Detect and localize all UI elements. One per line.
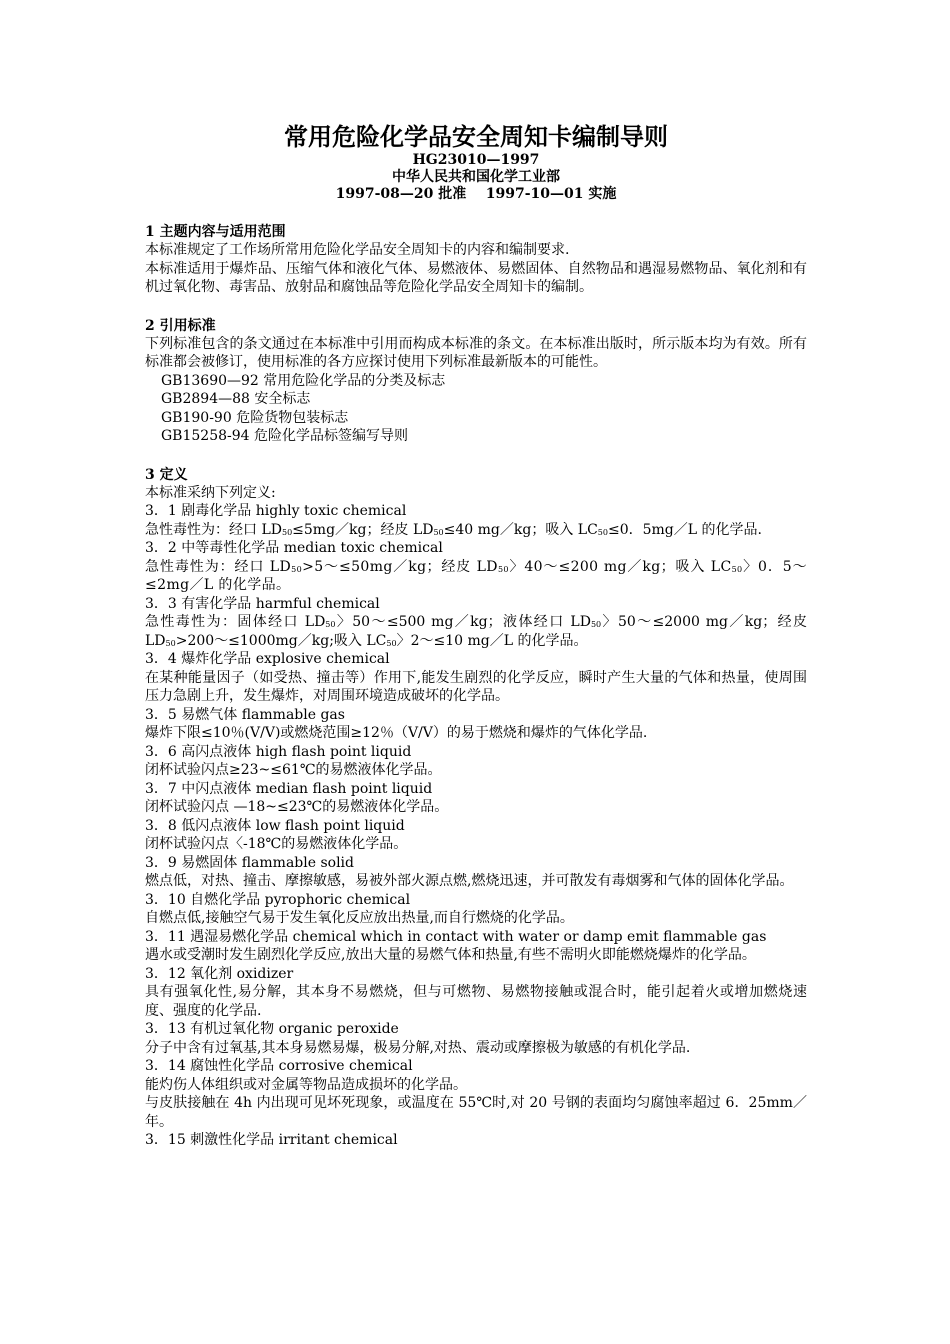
definition-text: 闭杯试验闪点 —18~≤23℃的易燃液体化学品。 (145, 799, 449, 815)
definition-text: 爆炸下限≤10％(V/V)或燃烧范围≥12％（V/V）的易于燃烧和爆炸的气体化学品. (145, 725, 648, 741)
approval-dates: 1997-08—20 批准 1997-10—01 实施 (335, 186, 617, 202)
document-body (145, 122, 807, 1150)
definition-term: 3．15 刺激性化学品 irritant chemical (145, 1132, 398, 1148)
reference-item: GB15258-94 危险化学品标签编写导则 (161, 428, 409, 444)
definition-term: 3．5 易燃气体 flammable gas (145, 706, 345, 723)
definition-term: 3．1 剧毒化学品 highly toxic chemical (145, 503, 407, 519)
section-1-paragraph: 本标准规定了工作场所常用危险化学品安全周知卡的内容和编制要求. (145, 242, 570, 258)
definition-term: 3．14 腐蚀性化学品 corrosive chemical (145, 1058, 413, 1074)
definition-text: 急性毒性为：经口 $LD_{50}>5\sim\le 50mg/kg$；经皮 $LD_{50}$〉40～≤200 mg／kg；吸入 $LC_{50}$〉0．5～≤2mg／L 的化学品。 (145, 558, 807, 593)
definition-text: 具有强氧化性,易分解，其本身不易燃烧，但与可燃物、易燃物接触或混合时，能引起着火或增加燃烧速度、强度的化学品. (145, 984, 807, 1019)
definition-term: 3．4 爆炸化学品 explosive chemical (145, 651, 390, 667)
definition-text: 能灼伤人体组织或对金属等物品造成损坏的化学品。 (145, 1076, 467, 1093)
definition-term: 3．8 低闪点液体 low flash point liquid (145, 817, 405, 834)
definition-text: 在某种能量因子（如受热、撞击等）作用下,能发生剧烈的化学反应，瞬时产生大量的气体和热量，使周围压力急剧上升，发生爆炸，对周围环境造成破坏的化学品。 (145, 669, 807, 704)
definition-text: 遇水或受潮时发生剧烈化学反应,放出大量的易燃气体和热量,有些不需明火即能燃烧爆炸的化学品。 (145, 947, 756, 963)
definition-term: 3．12 氧化剂 oxidizer (145, 965, 294, 982)
section-3-intro: 本标准采纳下列定义: (145, 484, 276, 501)
definition-text: 燃点低，对热、撞击、摩擦敏感，易被外部火源点燃,燃烧迅速，并可散发有毒烟雾和气体的固体化学品。 (145, 873, 794, 889)
definition-text: 分子中含有过氧基,其本身易燃易爆，极易分解,对热、震动或摩擦极为敏感的有机化学品. (145, 1039, 691, 1056)
definition-term: 3．10 自燃化学品 pyrophoric chemical (145, 891, 411, 908)
section-1-heading: 1 主题内容与适用范围 (145, 224, 286, 240)
reference-item: GB13690—92 常用危险化学品的分类及标志 (161, 372, 446, 389)
section-2-heading: 2 引用标准 (145, 317, 216, 334)
definition-term: 3．7 中闪点液体 median flash point liquid (145, 780, 433, 797)
standard-code: HG23010—1997 (412, 152, 540, 168)
definition-text: 自燃点低,接触空气易于发生氧化反应放出热量,而自行燃烧的化学品。 (145, 910, 574, 926)
definition-term: 3．11 遇湿易燃化学品 chemical which in contact with water or damp emit flammable gas (145, 928, 767, 945)
reference-item: GB190-90 危险货物包装标志 (161, 409, 349, 426)
section-3-heading: 3 定义 (145, 466, 188, 483)
definition-text: 急性毒性为：经口 $LD_{50}\le 5mg/kg$；经皮 $LD_{50}\le 40$ mg／kg；吸入 $LC_{50}\le 0$．5mg／L 的化学品. (145, 521, 762, 538)
definition-text: 急性毒性为：固体经口 $LD_{50}$〉50～≤500 mg／kg；液体经口 $LD_{50}$〉50～≤2000 mg／kg；经皮 $LD_{50}>200\sim\le 1000mg/kg$;吸入 $LC_{50}$〉2～≤10 mg／L 的化学品。 (145, 614, 807, 649)
definition-text: 闭杯试验闪点〈-18℃的易燃液体化学品。 (145, 836, 408, 852)
reference-item: GB2894—88 安全标志 (161, 391, 311, 407)
definition-term: 3．9 易燃固体 flammable solid (145, 854, 355, 871)
definition-term: 3．6 高闪点液体 high flash point liquid (145, 743, 412, 760)
issuing-authority: 中华人民共和国化学工业部 (392, 169, 560, 185)
definition-term: 3．2 中等毒性化学品 median toxic chemical (145, 540, 443, 556)
section-1-paragraph: 本标准适用于爆炸品、压缩气体和液化气体、易燃液体、易燃固体、自然物品和遇湿易燃物品、氧化剂和有机过氧化物、毒害品、放射品和腐蚀品等危险化学品安全周知卡的编制。 (145, 260, 807, 295)
definition-term: 3．13 有机过氧化物 organic peroxide (145, 1021, 399, 1037)
section-2-paragraph: 下列标准包含的条文通过在本标准中引用而构成本标准的条文。在本标准出版时，所示版本均为有效。所有标准都会被修订，使用标准的各方应探讨使用下列标准最新版本的可能性。 (145, 335, 807, 370)
definition-text: 闭杯试验闪点≥23~≤61℃的易燃液体化学品。 (145, 762, 442, 778)
definition-text: 与皮肤接触在 4h 内出现可见坏死现象，或温度在 55℃时,对 20 号钢的表面均匀腐蚀率超过 6．25mm／年。 (145, 1095, 807, 1130)
document-title: 常用危险化学品安全周知卡编制导则 (284, 122, 668, 151)
definition-term: 3．3 有害化学品 harmful chemical (145, 595, 380, 612)
